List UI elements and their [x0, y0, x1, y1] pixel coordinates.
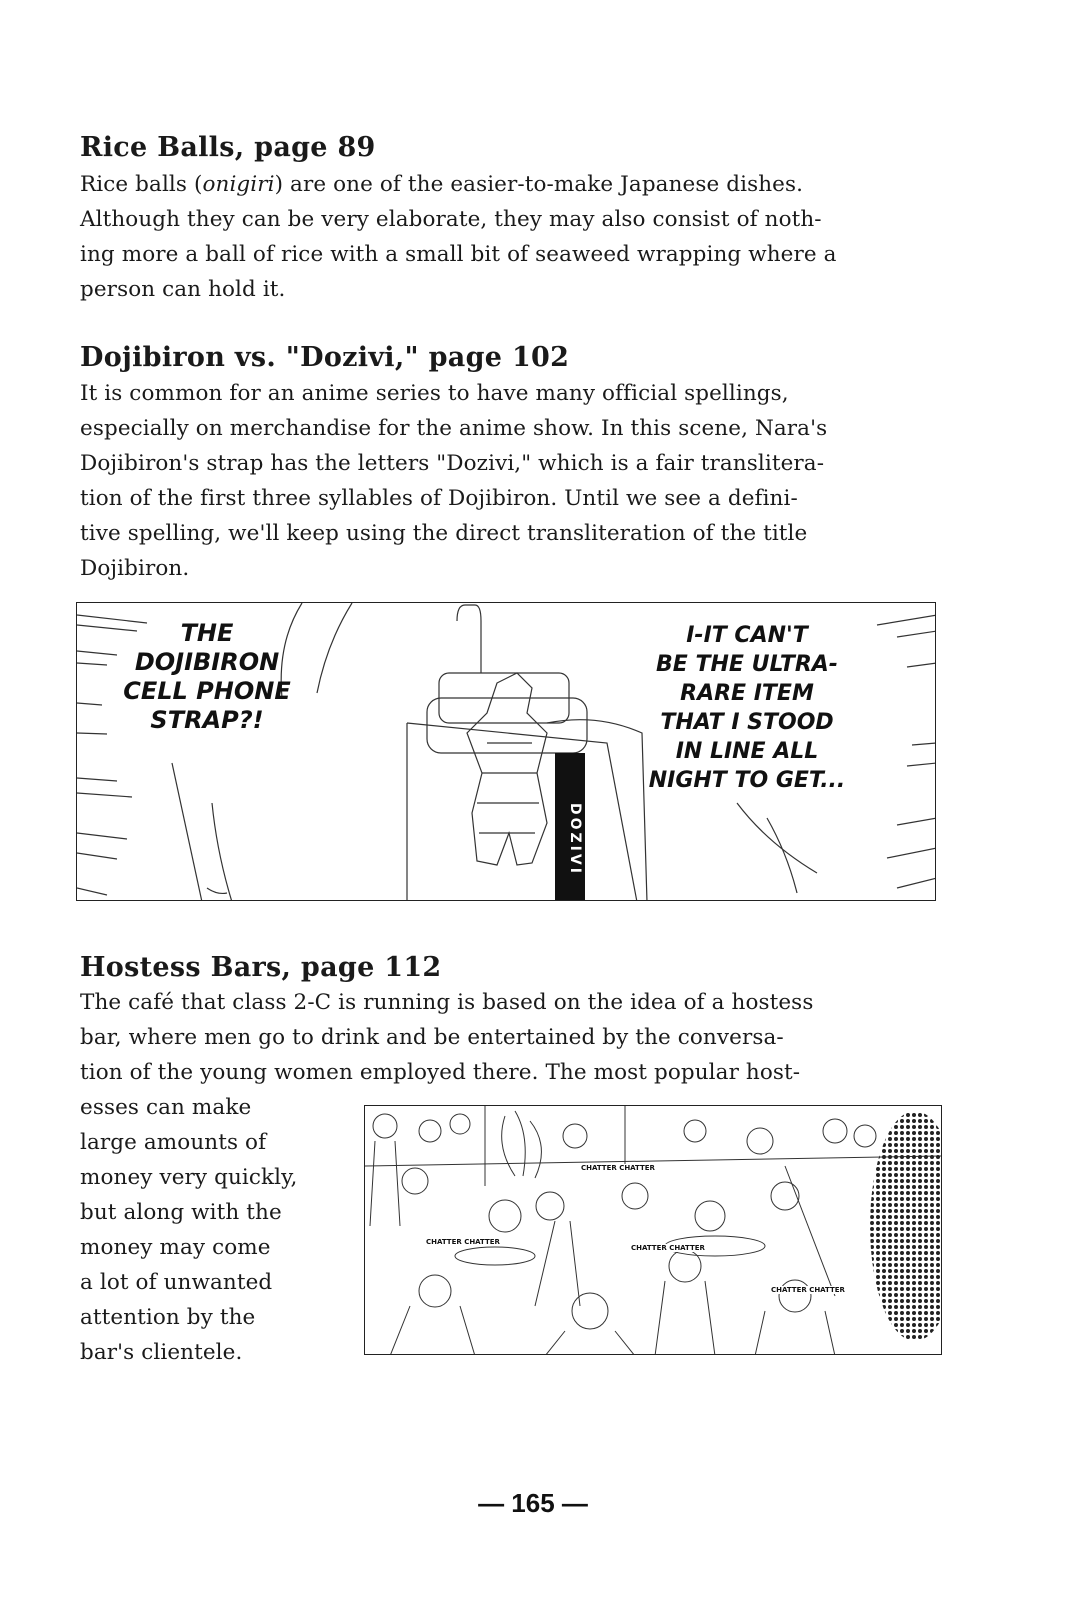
sfx-chatter: CHATTER CHATTER: [426, 1238, 500, 1246]
bubble-line: BE THE ULTRA-: [656, 652, 838, 677]
paragraph-line: Rice balls (onigiri) are one of the easier-to-make Japanese dishes.: [80, 172, 804, 197]
paragraph-line: esses can make: [80, 1095, 252, 1120]
paragraph-line: money very quickly,: [80, 1165, 298, 1190]
bubble-line: THE: [180, 619, 234, 647]
paragraph-line: It is common for an anime series to have many official spellings,: [80, 381, 789, 406]
bubble-line: IN LINE ALL: [675, 739, 819, 764]
paragraph-line: Dojibiron.: [80, 556, 190, 581]
bubble-line: STRAP?!: [150, 706, 264, 734]
paragraph-line: person can hold it.: [80, 277, 286, 302]
bubble-line: DOJIBIRON: [134, 648, 280, 676]
strap-label: DOZIVI: [567, 803, 583, 876]
sfx-chatter: CHATTER CHATTER: [581, 1164, 655, 1172]
paragraph-line: The café that class 2-C is running is based on the idea of a hostess: [80, 990, 814, 1015]
bubble-line: CELL PHONE: [123, 677, 291, 705]
paragraph-line: attention by the: [80, 1305, 256, 1330]
dotted-hair: [870, 1111, 942, 1341]
sfx-chatter: CHATTER CHATTER: [631, 1244, 705, 1252]
bubble-line: RARE ITEM: [680, 681, 814, 706]
paragraph-line: tive spelling, we'll keep using the direct transliteration of the title: [80, 521, 808, 546]
bubble-line: THAT I STOOD: [660, 710, 834, 735]
paragraph-line: Although they can be very elaborate, they may also consist of noth-: [80, 207, 822, 232]
paragraph-line: bar's clientele.: [80, 1340, 243, 1365]
manga-panel-dojibiron-strap: [76, 602, 936, 901]
speech-bubble-right: [632, 621, 862, 795]
speech-bubble-left: [97, 619, 317, 735]
section-heading-hostess-bars: Hostess Bars, page 112: [80, 952, 442, 983]
section-heading-rice-balls: Rice Balls, page 89: [80, 132, 376, 163]
bubble-line: NIGHT TO GET...: [648, 768, 846, 793]
paragraph-line: money may come: [80, 1235, 271, 1260]
bubble-line: I-IT CAN'T: [686, 623, 808, 648]
italic-term: onigiri: [202, 172, 275, 197]
paragraph-line: Dojibiron's strap has the letters "Dozivi," which is a fair translitera-: [80, 451, 825, 476]
section-heading-dojibiron: Dojibiron vs. "Dozivi," page 102: [80, 342, 570, 373]
paragraph-line: but along with the: [80, 1200, 282, 1225]
panel-artwork: [365, 1106, 942, 1355]
sfx-chatter: CHATTER CHATTER: [771, 1286, 845, 1294]
paragraph-line: ing more a ball of rice with a small bit of seaweed wrapping where a: [80, 242, 837, 267]
paragraph-line: bar, where men go to drink and be entertained by the conversa-: [80, 1025, 784, 1050]
paragraph-line: a lot of unwanted: [80, 1270, 273, 1295]
paragraph-line: tion of the first three syllables of Dojibiron. Until we see a defini-: [80, 486, 798, 511]
paragraph-line: tion of the young women employed there. The most popular host-: [80, 1060, 801, 1085]
paragraph-line: especially on merchandise for the anime show. In this scene, Nara's: [80, 416, 828, 441]
paragraph-line: large amounts of: [80, 1130, 267, 1155]
manga-panel-hostess-cafe: [364, 1105, 942, 1355]
page-number: — 165 —: [478, 1488, 588, 1518]
